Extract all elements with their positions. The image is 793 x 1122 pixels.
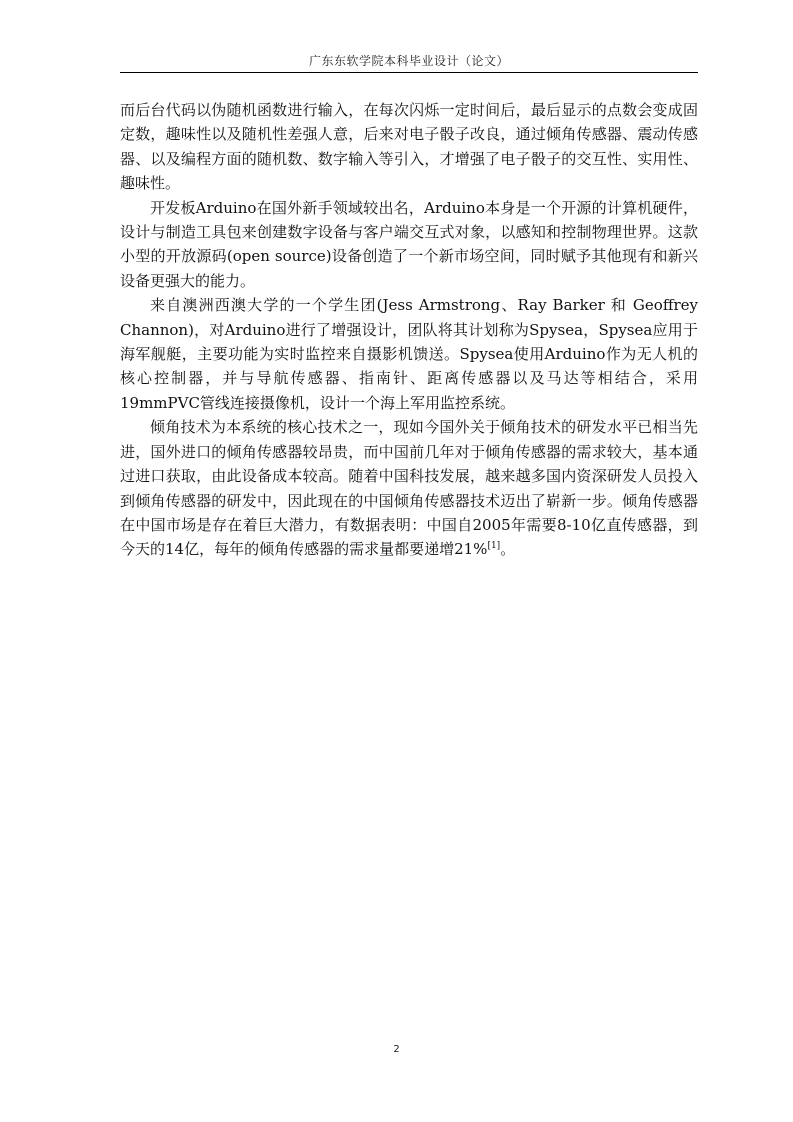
- paragraph-2: 开发板Arduino在国外新手领域较出名，Arduino本身是一个开源的计算机硬件，设计与制造工具包来创建数字设备与客户端交互式对象，以感知和控制物理世界。这款小型的开放源码(open source)设备创造了一个新市场空间，同时赋予其他现有和新兴设备更强大的能力。: [120, 198, 698, 290]
- paragraph-3: 来自澳洲西澳大学的一个学生团(Jess Armstrong、Ray Barker 和 Geoffrey Channon)，对Arduino进行了增强设计，团队将其计划称为Spysea，Spysea应用于海军舰艇，主要功能为实时监控来自摄影机馈送。Spysea使用Arduino作为无人机的核心控制器，并与导航传感器、指南针、距离传感器以及马达等相结合，采用19mmPVC管线连接摄像机，设计一个海上军用监控系统。: [120, 296, 698, 412]
- header-divider: [120, 72, 698, 73]
- paragraph-4-text: 倾角技术为本系统的核心技术之一，现如今国外关于倾角技术的研发水平已相当先进，国外进口的倾角传感器较昂贵，而中国前几年对于倾角传感器的需求较大，基本通过进口获取，由此设备成本较高。随着中国科技发展，越来越多国内资深研发人员投入到倾角传感器的研发中，因此现在的中国倾角传感器技术迈出了崭新一步。倾角传感器在中国市场是存在着巨大潜力，有数据表明：中国自2005年需要8-10亿直传感器，到今天的14亿，每年的倾角传感器的需求量都要递增21%: [120, 418, 698, 559]
- page-header: 广东东软学院本科毕业设计（论文）: [308, 54, 509, 68]
- paragraph-1: 而后台代码以伪随机函数进行输入，在每次闪烁一定时间后，最后显示的点数会变成固定数，趣味性以及随机性差强人意，后来对电子骰子改良，通过倾角传感器、震动传感器、以及编程方面的随机数、数字输入等引入，才增强了电子骰子的交互性、实用性、趣味性。: [120, 101, 698, 193]
- citation-marker[interactable]: [1]: [487, 541, 501, 552]
- paragraph-4-ending: 。: [500, 540, 516, 559]
- body-text: [120, 98, 698, 562]
- paragraph-4: [120, 415, 698, 561]
- page-number: 2: [393, 1044, 400, 1055]
